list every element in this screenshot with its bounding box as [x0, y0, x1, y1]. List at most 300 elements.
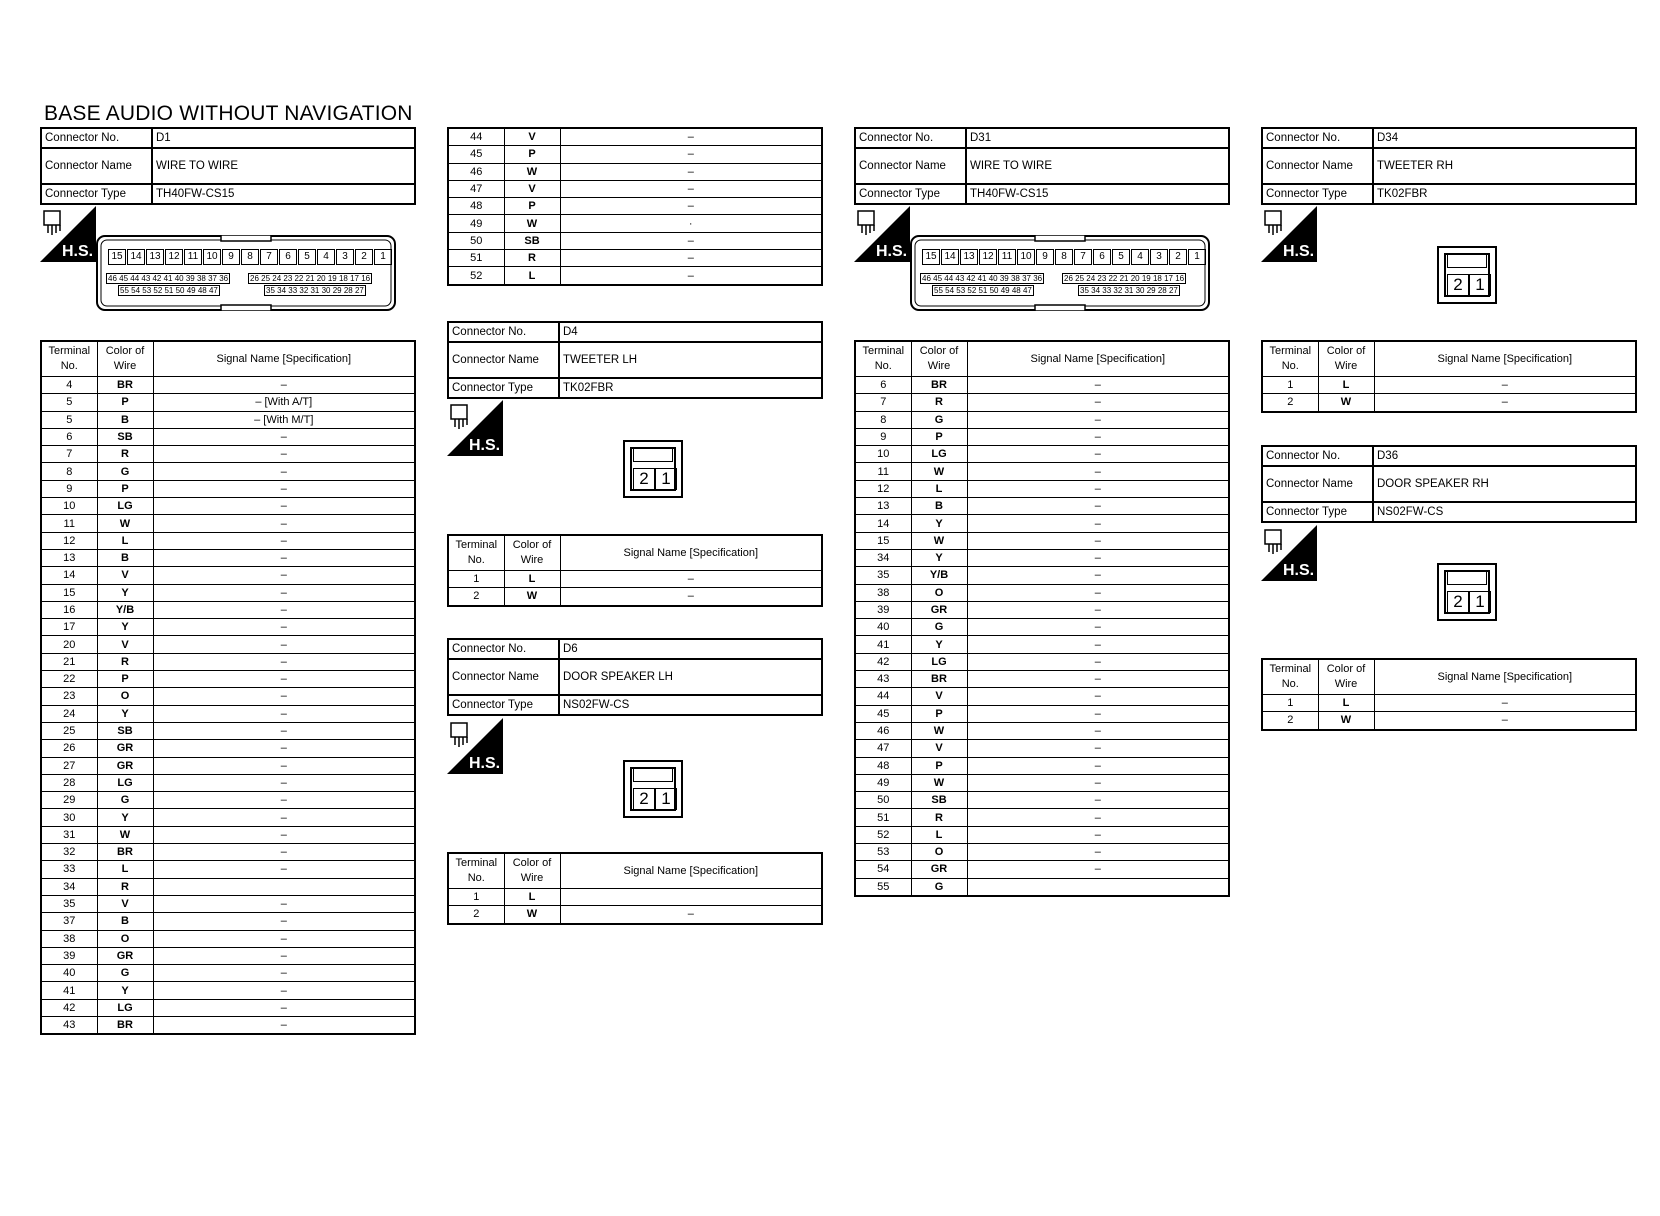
pin: 2: [355, 249, 373, 265]
table-row: [448, 588, 822, 606]
connector-40pin-diagram: [910, 235, 1210, 311]
signal-name-cell: –: [153, 861, 415, 878]
pin: 1: [1188, 249, 1206, 265]
pin: 6: [279, 249, 297, 265]
wire-color-cell: LG: [911, 446, 967, 463]
label-connector-type: Connector Type: [448, 695, 559, 715]
pin-row-mid-left: 46 45 44 43 42 41 40 39 38 37 36: [108, 274, 229, 283]
signal-name-cell: –: [967, 844, 1229, 861]
terminal-no-cell: 39: [855, 601, 911, 618]
wire-color-cell: BR: [97, 1016, 153, 1034]
signal-name-cell: –: [153, 498, 415, 515]
terminal-no-cell: 49: [855, 774, 911, 791]
terminal-table-d1: [40, 340, 416, 1035]
terminal-no-cell: 8: [41, 463, 97, 480]
wire-color-cell: L: [1318, 695, 1374, 712]
table-row: [41, 740, 415, 757]
wire-color-cell: R: [504, 250, 560, 267]
terminal-no-cell: 1: [1262, 695, 1318, 712]
signal-name-cell: –: [967, 671, 1229, 688]
two-pin-connector-diagram: [623, 760, 683, 818]
label-connector-no: Connector No.: [448, 322, 559, 342]
signal-name-cell: –: [153, 515, 415, 532]
table-row: [855, 861, 1229, 878]
connector-no-value: D31: [966, 128, 1229, 148]
wire-color-cell: G: [97, 965, 153, 982]
pin: 13: [146, 249, 164, 265]
wire-color-cell: B: [97, 913, 153, 930]
table-row: [855, 653, 1229, 670]
signal-name-cell: –: [153, 636, 415, 653]
signal-name-cell: –: [153, 930, 415, 947]
terminal-no-cell: 20: [41, 636, 97, 653]
terminal-no-cell: 47: [855, 740, 911, 757]
connector-type-value: TK02FBR: [559, 378, 822, 398]
table-row: [855, 757, 1229, 774]
label-connector-type: Connector Type: [1262, 502, 1373, 522]
signal-name-cell: –: [153, 601, 415, 618]
terminal-no-cell: 34: [855, 549, 911, 566]
table-row: [448, 250, 822, 267]
terminal-no-cell: 30: [41, 809, 97, 826]
table-row: [855, 878, 1229, 896]
signal-name-cell: –: [153, 809, 415, 826]
terminal-no-cell: 2: [1262, 394, 1318, 412]
hs-label: H.S.: [469, 755, 501, 772]
signal-name-cell: –: [560, 588, 822, 606]
signal-name-cell: –: [153, 982, 415, 999]
terminal-no-cell: 5: [41, 411, 97, 428]
signal-name-cell: –: [153, 826, 415, 843]
terminal-no-cell: 48: [448, 198, 504, 215]
connector-name-value: DOOR SPEAKER LH: [559, 659, 822, 695]
wire-color-cell: W: [911, 532, 967, 549]
pin: 3: [1150, 249, 1168, 265]
pin: 1: [1469, 591, 1491, 613]
terminal-no-cell: 35: [855, 567, 911, 584]
wire-color-cell: R: [911, 394, 967, 411]
terminal-no-cell: 11: [41, 515, 97, 532]
terminal-no-cell: 52: [855, 826, 911, 843]
wire-color-cell: Y: [97, 809, 153, 826]
table-row: [41, 878, 415, 895]
signal-name-cell: –: [153, 480, 415, 497]
terminal-no-cell: 52: [448, 267, 504, 285]
terminal-no-cell: 1: [448, 571, 504, 588]
table-row: [855, 480, 1229, 497]
label-connector-name: Connector Name: [1262, 148, 1373, 184]
wire-color-cell: L: [504, 889, 560, 906]
terminal-no-cell: 17: [41, 619, 97, 636]
table-row: [855, 844, 1229, 861]
pin: 2: [633, 788, 655, 810]
connector-name-value: WIRE TO WIRE: [152, 148, 415, 184]
page-title: BASE AUDIO WITHOUT NAVIGATION: [44, 102, 413, 125]
table-row: [855, 532, 1229, 549]
signal-name-cell: –: [560, 128, 822, 146]
terminal-no-cell: 45: [855, 705, 911, 722]
signal-name-cell: –: [967, 411, 1229, 428]
hs-label: H.S.: [469, 437, 501, 454]
signal-name-cell: –: [967, 774, 1229, 791]
header-terminal-no: Terminal No.: [1262, 659, 1318, 695]
connector-type-value: NS02FW-CS: [559, 695, 822, 715]
table-row: [41, 671, 415, 688]
wire-color-cell: R: [911, 809, 967, 826]
wire-color-cell: B: [97, 411, 153, 428]
header-signal-name: Signal Name [Specification]: [153, 341, 415, 377]
table-row: [855, 722, 1229, 739]
terminal-no-cell: 44: [448, 128, 504, 146]
table-row: [448, 198, 822, 215]
terminal-no-cell: 13: [855, 498, 911, 515]
signal-name-cell: –: [967, 377, 1229, 394]
signal-name-cell: –: [1374, 377, 1636, 394]
wire-color-cell: GR: [97, 947, 153, 964]
signal-name-cell: –: [967, 653, 1229, 670]
signal-name-cell: –: [967, 428, 1229, 445]
pin: 5: [298, 249, 316, 265]
connector-type-value: NS02FW-CS: [1373, 502, 1636, 522]
terminal-table-d31: [854, 340, 1230, 897]
terminal-no-cell: 33: [41, 861, 97, 878]
table-row: [448, 906, 822, 924]
signal-name-cell: –: [560, 267, 822, 285]
pin-row-mid-right: 26 25 24 23 22 21 20 19 18 17 16: [250, 274, 371, 283]
table-row: [41, 480, 415, 497]
wire-color-cell: V: [504, 180, 560, 197]
wire-color-cell: L: [1318, 377, 1374, 394]
signal-name-cell: ·: [560, 215, 822, 232]
header-terminal-no: Terminal No.: [1262, 341, 1318, 377]
wire-color-cell: V: [911, 688, 967, 705]
wire-color-cell: P: [97, 480, 153, 497]
table-row: [41, 498, 415, 515]
signal-name-cell: –: [967, 394, 1229, 411]
pin: 10: [203, 249, 221, 265]
signal-name-cell: –: [967, 861, 1229, 878]
wire-color-cell: SB: [504, 232, 560, 249]
pin: 14: [127, 249, 145, 265]
signal-name-cell: –: [1374, 712, 1636, 730]
signal-name-cell: –: [967, 515, 1229, 532]
table-row: [41, 861, 415, 878]
wire-color-cell: P: [911, 757, 967, 774]
terminal-no-cell: 22: [41, 671, 97, 688]
terminal-no-cell: 31: [41, 826, 97, 843]
terminal-no-cell: 27: [41, 757, 97, 774]
wire-color-cell: W: [504, 215, 560, 232]
signal-name-cell: –: [153, 722, 415, 739]
wire-color-cell: G: [911, 411, 967, 428]
wire-color-cell: LG: [911, 653, 967, 670]
terminal-no-cell: 23: [41, 688, 97, 705]
header-signal-name: Signal Name [Specification]: [1374, 341, 1636, 377]
pin-row-bottom-left: 55 54 53 52 51 50 49 48 47: [120, 286, 218, 295]
signal-name-cell: –: [153, 895, 415, 912]
pin: 15: [922, 249, 940, 265]
signal-name-cell: –: [560, 250, 822, 267]
pin: 2: [1447, 591, 1469, 613]
signal-name-cell: –: [560, 198, 822, 215]
signal-name-cell: –: [967, 549, 1229, 566]
terminal-no-cell: 15: [855, 532, 911, 549]
connector-d6-info: [447, 638, 823, 716]
terminal-no-cell: 7: [41, 446, 97, 463]
table-row: [448, 163, 822, 180]
wire-color-cell: BR: [97, 377, 153, 394]
wire-color-cell: G: [97, 463, 153, 480]
terminal-no-cell: 48: [855, 757, 911, 774]
label-connector-name: Connector Name: [448, 659, 559, 695]
table-row: [41, 999, 415, 1016]
table-row: [855, 619, 1229, 636]
wire-color-cell: L: [97, 861, 153, 878]
wire-color-cell: V: [504, 128, 560, 146]
pin: 10: [1017, 249, 1035, 265]
terminal-no-cell: 40: [41, 965, 97, 982]
signal-name-cell: –: [1374, 394, 1636, 412]
signal-name-cell: –: [153, 913, 415, 930]
terminal-no-cell: 12: [41, 532, 97, 549]
wire-color-cell: Y: [97, 705, 153, 722]
wire-color-cell: V: [97, 567, 153, 584]
connector-d36-info: [1261, 445, 1637, 523]
table-row: [41, 947, 415, 964]
wire-color-cell: LG: [97, 999, 153, 1016]
pin: 5: [1112, 249, 1130, 265]
terminal-no-cell: 54: [855, 861, 911, 878]
table-row: [1262, 394, 1636, 412]
wire-color-cell: V: [911, 740, 967, 757]
signal-name-cell: –: [967, 792, 1229, 809]
table-row: [41, 636, 415, 653]
terminal-no-cell: 35: [41, 895, 97, 912]
signal-name-cell: –: [967, 567, 1229, 584]
terminal-no-cell: 7: [855, 394, 911, 411]
signal-name-cell: –: [153, 947, 415, 964]
pin: 1: [655, 788, 677, 810]
table-row: [41, 584, 415, 601]
table-row: [1262, 695, 1636, 712]
label-connector-type: Connector Type: [41, 184, 152, 204]
table-row: [41, 705, 415, 722]
header-terminal-no: Terminal No.: [448, 535, 504, 571]
signal-name-cell: –: [967, 809, 1229, 826]
pin-row-top: [108, 249, 392, 265]
signal-name-cell: –: [153, 1016, 415, 1034]
pin: 9: [222, 249, 240, 265]
connector-no-value: D36: [1373, 446, 1636, 466]
wire-color-cell: GR: [911, 601, 967, 618]
wire-color-cell: O: [97, 688, 153, 705]
table-row: [41, 774, 415, 791]
terminal-no-cell: 2: [1262, 712, 1318, 730]
signal-name-cell: –: [967, 584, 1229, 601]
pin: 15: [108, 249, 126, 265]
terminal-no-cell: 45: [448, 146, 504, 163]
table-row: [41, 515, 415, 532]
label-connector-type: Connector Type: [855, 184, 966, 204]
terminal-no-cell: 46: [855, 722, 911, 739]
label-connector-no: Connector No.: [41, 128, 152, 148]
table-row: [448, 180, 822, 197]
connector-type-value: TH40FW-CS15: [966, 184, 1229, 204]
signal-name-cell: –: [153, 584, 415, 601]
connector-no-value: D1: [152, 128, 415, 148]
signal-name-cell: –: [153, 792, 415, 809]
signal-name-cell: –: [153, 377, 415, 394]
label-connector-no: Connector No.: [448, 639, 559, 659]
wire-color-cell: Y: [911, 549, 967, 566]
wire-color-cell: L: [911, 826, 967, 843]
signal-name-cell: –: [153, 549, 415, 566]
harness-side-icon: [40, 206, 96, 262]
terminal-no-cell: 1: [448, 889, 504, 906]
terminal-no-cell: 42: [855, 653, 911, 670]
signal-name-cell: –: [967, 532, 1229, 549]
terminal-no-cell: 13: [41, 549, 97, 566]
terminal-no-cell: 37: [41, 913, 97, 930]
pin: 4: [317, 249, 335, 265]
terminal-no-cell: 4: [41, 377, 97, 394]
table-row: [855, 792, 1229, 809]
wire-color-cell: Y/B: [97, 601, 153, 618]
terminal-no-cell: 21: [41, 653, 97, 670]
terminal-no-cell: 14: [855, 515, 911, 532]
signal-name-cell: –: [967, 636, 1229, 653]
terminal-no-cell: 6: [41, 428, 97, 445]
signal-name-cell: –: [560, 180, 822, 197]
signal-name-cell: [560, 889, 822, 906]
wire-color-cell: W: [1318, 712, 1374, 730]
signal-name-cell: –: [967, 757, 1229, 774]
wire-color-cell: O: [911, 584, 967, 601]
signal-name-cell: –: [560, 571, 822, 588]
pin: 9: [1036, 249, 1054, 265]
wire-color-cell: L: [504, 571, 560, 588]
pin: 2: [1169, 249, 1187, 265]
wire-color-cell: W: [504, 163, 560, 180]
table-row: [855, 515, 1229, 532]
label-connector-no: Connector No.: [1262, 446, 1373, 466]
wire-color-cell: W: [504, 906, 560, 924]
signal-name-cell: –: [153, 428, 415, 445]
terminal-no-cell: 51: [448, 250, 504, 267]
wire-color-cell: Y: [911, 636, 967, 653]
signal-name-cell: –: [153, 688, 415, 705]
terminal-no-cell: 2: [448, 906, 504, 924]
table-row: [41, 844, 415, 861]
wire-color-cell: P: [504, 198, 560, 215]
table-row: [855, 601, 1229, 618]
wire-color-cell: B: [911, 498, 967, 515]
table-row: [448, 128, 822, 146]
wire-color-cell: W: [911, 774, 967, 791]
wire-color-cell: W: [97, 515, 153, 532]
signal-name-cell: –: [560, 232, 822, 249]
connector-name-value: DOOR SPEAKER RH: [1373, 466, 1636, 502]
terminal-table-d6: [447, 852, 823, 925]
wire-color-cell: W: [97, 826, 153, 843]
wire-color-cell: SB: [97, 428, 153, 445]
harness-side-icon: [447, 718, 503, 774]
table-row: [448, 232, 822, 249]
signal-name-cell: –: [967, 722, 1229, 739]
terminal-no-cell: 5: [41, 394, 97, 411]
signal-name-cell: [967, 878, 1229, 896]
table-row: [41, 792, 415, 809]
table-row: [41, 394, 415, 411]
table-row: [41, 722, 415, 739]
wire-color-cell: Y: [97, 619, 153, 636]
terminal-table-d36: [1261, 658, 1637, 731]
wire-color-cell: W: [911, 463, 967, 480]
wire-color-cell: P: [911, 428, 967, 445]
table-row: [41, 549, 415, 566]
pin-row-bottom-right: 35 34 33 32 31 30 29 28 27: [266, 286, 364, 295]
terminal-no-cell: 6: [855, 377, 911, 394]
terminal-no-cell: 2: [448, 588, 504, 606]
table-row: [41, 411, 415, 428]
terminal-no-cell: 40: [855, 619, 911, 636]
signal-name-cell: –: [153, 567, 415, 584]
pin: 1: [655, 468, 677, 490]
table-row: [41, 965, 415, 982]
header-terminal-no: Terminal No.: [855, 341, 911, 377]
signal-name-cell: – [With A/T]: [153, 394, 415, 411]
two-pin-connector-diagram: [1437, 246, 1497, 304]
signal-name-cell: –: [1374, 695, 1636, 712]
terminal-no-cell: 43: [41, 1016, 97, 1034]
table-row: [448, 571, 822, 588]
table-row: [41, 688, 415, 705]
table-row: [855, 688, 1229, 705]
signal-name-cell: –: [153, 619, 415, 636]
wire-color-cell: P: [97, 394, 153, 411]
wire-color-cell: P: [97, 671, 153, 688]
table-row: [41, 982, 415, 999]
label-connector-no: Connector No.: [1262, 128, 1373, 148]
pin: 7: [260, 249, 278, 265]
header-color-of-wire: Color of Wire: [1318, 341, 1374, 377]
connector-d4-info: [447, 321, 823, 399]
two-pin-connector-diagram: [1437, 563, 1497, 621]
table-row: [41, 809, 415, 826]
harness-side-icon: [1261, 525, 1317, 581]
table-row: [855, 549, 1229, 566]
wire-color-cell: GR: [97, 740, 153, 757]
header-color-of-wire: Color of Wire: [504, 853, 560, 889]
terminal-no-cell: 29: [41, 792, 97, 809]
terminal-no-cell: 51: [855, 809, 911, 826]
header-signal-name: Signal Name [Specification]: [967, 341, 1229, 377]
signal-name-cell: –: [560, 906, 822, 924]
connector-name-value: TWEETER LH: [559, 342, 822, 378]
signal-name-cell: –: [153, 740, 415, 757]
table-row: [448, 267, 822, 285]
table-row: [855, 705, 1229, 722]
label-connector-no: Connector No.: [855, 128, 966, 148]
table-row: [41, 428, 415, 445]
wire-color-cell: W: [911, 722, 967, 739]
connector-type-value: TH40FW-CS15: [152, 184, 415, 204]
connector-name-value: WIRE TO WIRE: [966, 148, 1229, 184]
terminal-no-cell: 11: [855, 463, 911, 480]
table-row: [41, 913, 415, 930]
pin: 8: [241, 249, 259, 265]
signal-name-cell: –: [967, 705, 1229, 722]
